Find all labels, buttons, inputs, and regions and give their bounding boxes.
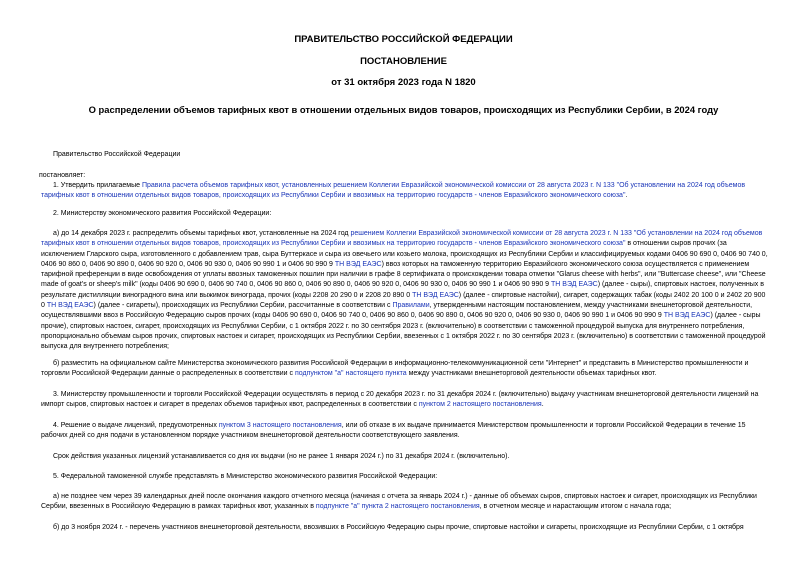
paragraph-5: 5. Федеральной таможенной службе представлять в Министерство экономического развития Российской Федерации: [53, 473, 438, 480]
paragraph-2: 2. Министерству экономического развития Российской Федерации: [53, 210, 272, 217]
paragraph-5a: а) не позднее чем через 39 календарных дней после окончания каждого отчетного месяца (начиная с отчета за январь 2024 г.) - данные об объемах сыров, спиртовых настоек и сигарет, происходящих из Республики Сербии, ввезенных в Российскую Федерацию в рамках тарифных квот, указанных в подпункте "а" пункта 2 настоящего постановления, в отчетном месяце и нарастающим итогом с начала года; [41, 493, 757, 511]
link-decision[interactable]: решением Коллегии Евразийской экономической комиссии от 28 августа 2023 г. N 133 "Об установлении на 2024 год объемов тарифных квот в отношении отдельных видов товаров, происходящих из Республики Сербии и ввозимых на территорию государств - членов Евразийского экономического союза" [41, 230, 763, 248]
paragraph-resolves: постановляет: [39, 172, 86, 179]
link-point-3[interactable]: пунктом 3 настоящего постановления [218, 422, 342, 429]
link-subparagraph-a-point-2[interactable]: подпункте "а" пункта 2 настоящего постановления [315, 503, 480, 511]
document-date: от 31 октября 2023 года N 1820 [331, 77, 476, 88]
paragraph-2a: а) до 14 декабря 2023 г. распределить объемы тарифных квот, установленные на 2024 год решением Коллегии Евразийской экономической комиссии от 28 августа 2023 г. N 133 "Об установлении на 2024 год объемов тарифных квот в отношении отдельных видов товаров, происходящих из Республики Сербии и ввозимых на территорию государств - членов Евразийского экономического союза" в отношении сыров прочих (за исключением Гларского сыра, изготовленного с добавлением трав, сыра Буттеркасе и сыра из овечьего или козьего молока, происходящих из Республики Сербии и классифицируемых кодами 0406 90 690 0, 0406 90 740 0, 0406 90 860 0, 0406 90 890 0, 0406 90 920 0, 0406 90 930 0, 0406 90 990 1 и 0406 90 990 9 ТН ВЭД ЕАЭС) ввоз которых на таможенную территорию Евразийского экономического союза осуществляется с применением тарифной преференции в виде освобождения от уплаты ввозных таможенных пошлин при наличии в графе 8 сертификата о происхождении товара отметки "Glarus cheese with herbs", или "Buttercase cheese", или "Cheese made of goat's or sheep's milk" (коды 0406 90 690 0, 0406 90 740 0, 0406 90 860 0, 0406 90 890 0, 0406 90 920 0, 0406 90 930 0, 0406 90 990 1 и 0406 90 990 9 ТН ВЭД ЕАЭС) (далее - сыры), спиртовых настоек, полученных в результате дистилляции виноградного вина или выжимок винограда, прочих (коды 2208 20 290 0 и 2208 20 890 0 ТН ВЭД ЕАЭС) (далее - спиртовые настойки), сигарет, содержащих табак (коды 2402 20 100 0 и 2402 20 900 0 ТН ВЭД ЕАЭС) (далее - сигареты), происходящих из Республики Сербии, рассчитанные в соответствии с Правилами, утвержденными настоящим постановлением, между участниками внешнеторговой деятельности, осуществлявшими ввоз в Российскую Федерацию сыров прочих (коды 0406 90 690 0, 0406 90 740 0, 0406 90 860 0, 0406 90 890 0, 0406 90 920 0, 0406 90 930 0, 0406 90 990 1 и 0406 90 990 9 ТН ВЭД ЕАЭС) (далее - сыры прочие), спиртовых настоек, сигарет, происходящих из Республики Сербии, с 1 октября 2022 г. по 30 сентября 2023 г. (включительно) в соответствии с таможенной процедурой выпуска для внутреннего потребления, пропорционально объемам сыров прочих, спиртовых настоек и сигарет, происходящих из Республики Сербии, ввезенных с 1 октября 2022 г. по 30 сентября 2023 г. (включительно) в соответствии с таможенной процедурой выпуска для внутреннего потребления; [41, 230, 768, 351]
link-tnved[interactable]: ТН ВЭД ЕАЭС [46, 302, 94, 310]
link-tnved[interactable]: ТН ВЭД ЕАЭС [412, 291, 459, 299]
link-tnved[interactable]: ТН ВЭД ЕАЭС [663, 312, 711, 320]
paragraph-1: 1. Утвердить прилагаемые Правила расчета объемов тарифных квот, установленных решением Коллегии Евразийской экономической комиссии от 28 августа 2023 г. N 133 "Об установлении на 2024 год объемов тарифных квот в отношении отдельных видов товаров, происходящих из Республики Сербии и ввозимых на территорию государств - членов Евразийского экономического союза". [41, 182, 746, 200]
paragraph-2b: б) разместить на официальном сайте Министерства экономического развития Российской Федерации в информационно-телекоммуникационной сети "Интернет" и представить в Министерство промышленности и торговли Российской Федерации данные о распределенных в соответствии с подпунктом "а" настоящего пункта между участниками внешнеторговой деятельности объемах тарифных квот. [41, 360, 749, 378]
link-rules[interactable]: Правила расчета объемов тарифных квот, установленных решением Коллегии Евразийской экономической комиссии от 28 августа 2023 г. N 133 "Об установлении на 2024 год объемов тарифных квот в отношении отдельных видов товаров, происходящих из Республики Сербии и ввозимых на территорию государств - членов Евразийского экономического союза" [41, 182, 746, 200]
link-rules-short[interactable]: Правилами [392, 302, 430, 310]
link-tnved[interactable]: ТН ВЭД ЕАЭС [334, 260, 382, 268]
paragraph-government: Правительство Российской Федерации [53, 151, 181, 158]
link-subparagraph-a[interactable]: подпунктом "а" настоящего пункта [294, 370, 407, 378]
paragraph-4-validity: Срок действия указанных лицензий устанавливается со дня их выдачи (но не ранее 1 января 2024 г.) по 31 декабря 2024 г. (включительно). [53, 453, 510, 460]
document-type: ПОСТАНОВЛЕНИЕ [360, 56, 447, 67]
government-name: ПРАВИТЕЛЬСТВО РОССИЙСКОЙ ФЕДЕРАЦИИ [294, 34, 513, 45]
paragraph-4: 4. Решение о выдаче лицензий, предусмотренных пунктом 3 настоящего постановления, или об отказе в их выдаче принимается Министерством промышленности и торговли Российской Федерации в течение 15 рабочих дней со дня подачи в установленном порядке участником внешнеторговой деятельности соответствующего заявления. [41, 422, 746, 440]
paragraph-3: 3. Министерству промышленности и торговли Российской Федерации осуществлять в период с 20 декабря 2023 г. по 31 декабря 2024 г. (включительно) выдачу участникам внешнеторговой деятельности лицензий на импорт сыров, спиртовых настоек и сигарет в пределах объемов тарифных квот, распределенных в соответствии с пунктом 2 настоящего постановления. [41, 391, 759, 409]
paragraph-5b: б) до 3 ноября 2024 г. - перечень участников внешнеторговой деятельности, ввозивших в Российскую Федерацию сыры прочие, спиртовые настойки и сигареты, происходящие из Республики Сербии, с 1 октября [53, 524, 744, 531]
link-point-2[interactable]: пунктом 2 настоящего постановления [418, 401, 542, 409]
document-title: О распределении объемов тарифных квот в отношении отдельных видов товаров, происходящих из Республики Сербии, в 2024 году [88, 104, 719, 115]
link-tnved[interactable]: ТН ВЭД ЕАЭС [551, 281, 598, 289]
